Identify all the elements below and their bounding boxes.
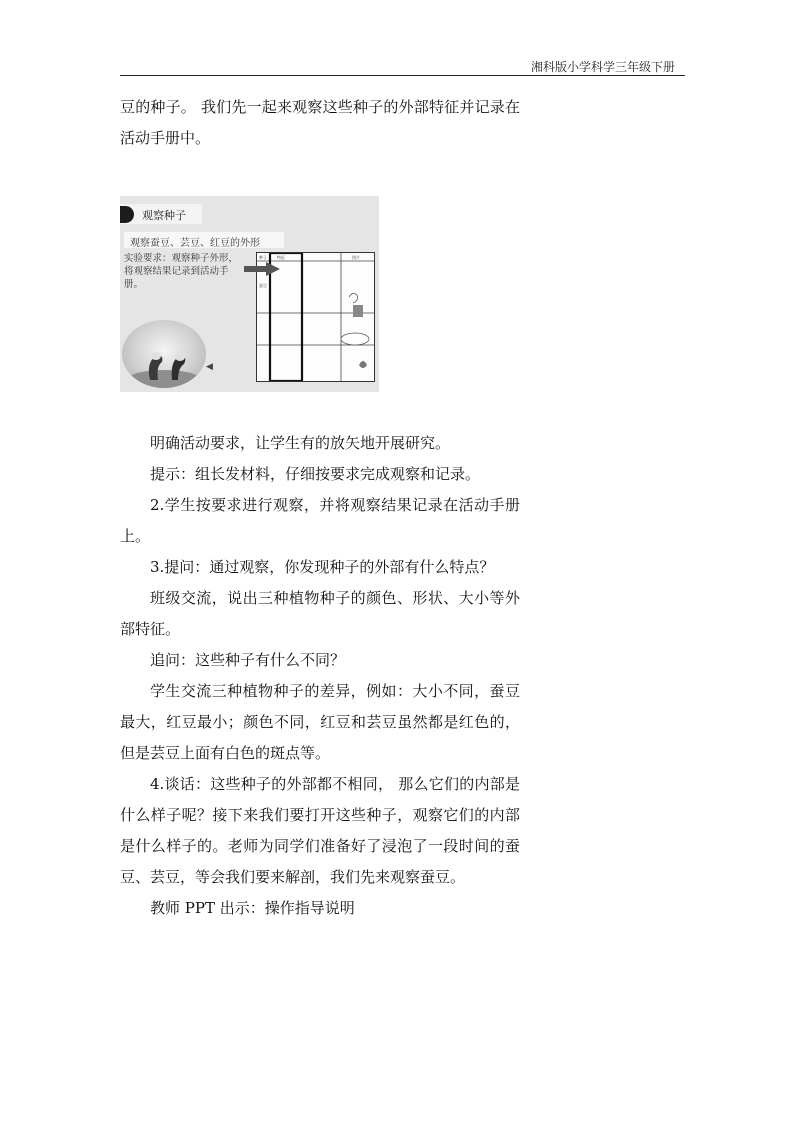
paragraph-3: 2.学生按要求进行观察，并将观察结果记录在活动手册上。 (120, 496, 520, 545)
ppt-slide-image (120, 196, 379, 392)
paragraph-7: 学生交流三种植物种子的差异，例如：大小不同，蚕豆最大，红豆最小；颜色不同，红豆和芸豆虽然都是红色的，但是芸豆上面有白色的斑点等。 (120, 682, 520, 762)
paragraph-4: 3.提问：通过观察，你发现种子的外部有什么特点？ (150, 558, 495, 576)
intro-paragraph: 豆的种子。 我们先一起来观察这些种子的外部特征并记录在活动手册中。 (120, 98, 520, 147)
arrow-right-icon (244, 262, 280, 276)
table-header-picture: 图片 (352, 255, 360, 260)
table-row-label: 蚕豆 (259, 283, 267, 288)
slide-title: 观察种子 (142, 209, 186, 222)
table-header-feature: 特征 (277, 255, 285, 260)
body-block (120, 428, 520, 924)
speaker-icon: ◀ (206, 362, 213, 372)
paragraph-9: 教师 PPT 出示：操作指导说明 (150, 899, 355, 917)
paragraph-1: 明确活动要求，让学生有的放矢地开展研究。 (150, 434, 451, 452)
paragraph-6: 追问：这些种子有什么不同？ (150, 651, 346, 669)
slide-requirement: 实验要求：观察种子外形，将观察结果记录到活动手册。 (124, 253, 239, 290)
sprouting-seeds-image (122, 320, 206, 388)
seed-sketch-icon (341, 293, 369, 368)
paragraph-2: 提示：组长发材料，仔细按要求完成观察和记录。 (150, 465, 481, 483)
header-divider (120, 75, 685, 76)
slide-subtitle: 观察蚕豆、芸豆、红豆的外形 (130, 238, 260, 249)
table-header-seed: 种子 (259, 255, 267, 260)
page-header-title: 湘科版小学科学三年级下册 (530, 60, 675, 74)
paragraph-5: 班级交流，说出三种植物种子的颜色、形状、大小等外部特征。 (120, 589, 520, 638)
seeds-photo (122, 320, 206, 388)
intro-block (120, 92, 520, 154)
paragraph-8: 4.谈话：这些种子的外部都不相同， 那么它们的内部是什么样子呢？接下来我们要打开这些种子，观察它们的内部是什么样子的。老师为同学们准备好了浸泡了一段时间的蚕豆、芸豆，等会我们要来解剖，我们先来观察蚕豆。 (120, 775, 520, 886)
